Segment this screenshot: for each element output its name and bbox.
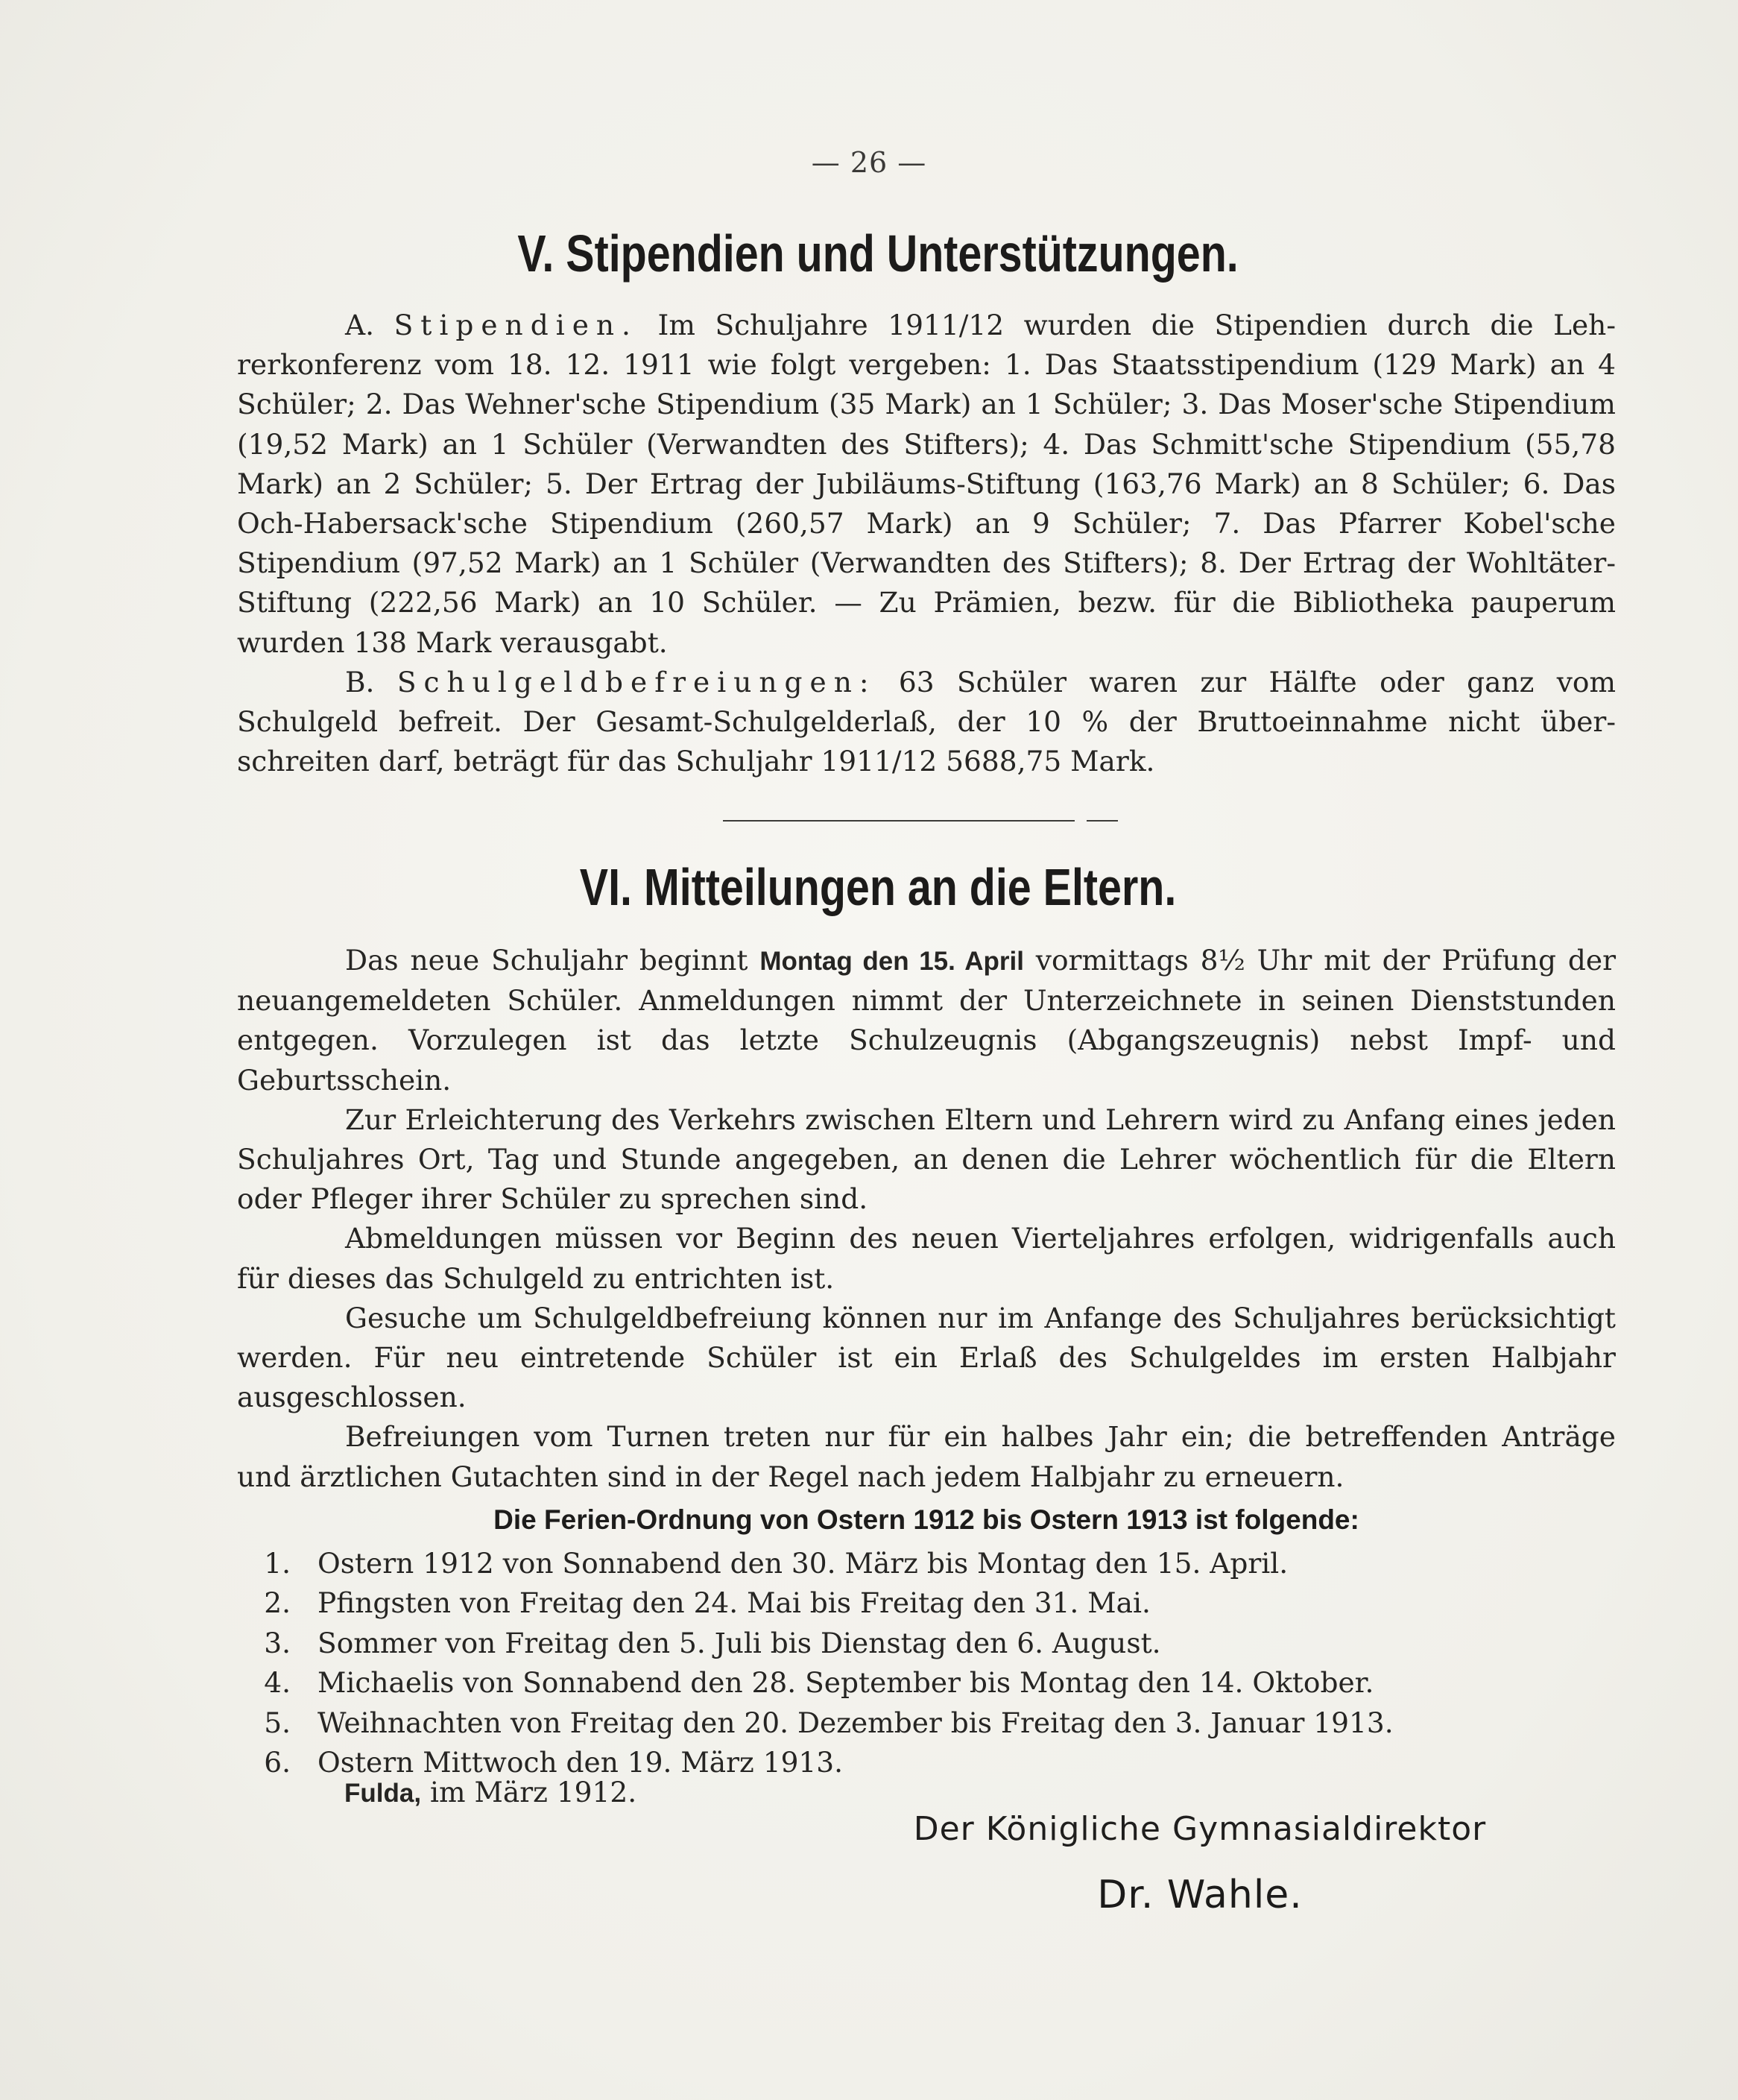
holiday-schedule-title: Die Ferien-Ordnung von Ostern 1912 bis Ostern 1913 ist folgende: bbox=[493, 1504, 1359, 1535]
holiday-item-number: 5. bbox=[264, 1706, 291, 1739]
section-vi-body bbox=[237, 941, 1616, 1497]
school-year-paragraph bbox=[237, 941, 1616, 1100]
section-v-body bbox=[237, 306, 1616, 781]
divider-line bbox=[723, 820, 1075, 822]
school-year-text-end: vormittags 8½ Uhr mit der Prüfung der neuangemeldeten Schüler. Anmeldungen nimmt der Unterzeichnete in seinen Dienststunden entgegen. Vorzulegen ist das letzte Schulzeugnis (Abgangszeugnis) nebst Impf- und Geburtsschein. bbox=[237, 944, 1617, 1097]
signature-title: Der Königliche Gymnasialdirektor bbox=[913, 1810, 1487, 1848]
holiday-item-text: Ostern Mittwoch den 19. März 1913. bbox=[317, 1746, 844, 1779]
holiday-item-text: Ostern 1912 von Sonnabend den 30. März bis Montag den 15. April. bbox=[317, 1547, 1289, 1580]
deregistration-paragraph: Abmeldungen müssen vor Beginn des neuen Vierteljahres erfolgen, widrigenfalls auch für dieses das Schulgeld zu entrichten ist. bbox=[237, 1222, 1616, 1295]
holiday-item-number: 1. bbox=[264, 1547, 291, 1580]
holiday-item-number: 6. bbox=[264, 1746, 291, 1779]
place-date-line bbox=[344, 1776, 636, 1809]
section-vi-title: VI. Mitteilungen an die Eltern. bbox=[579, 858, 1177, 916]
stipendien-label: A. bbox=[345, 309, 375, 341]
holiday-item bbox=[237, 1624, 1616, 1663]
schulgeldbefreiungen-text: 63 Schüler waren zur Hälfte oder ganz vom Schulgeld befreit. Der Gesamt-Schulgelderlaß, der 10 % der Bruttoeinnahme nicht überschreiten darf, beträgt für das Schuljahr 1911/12 5688,75 Mark. bbox=[237, 665, 1617, 778]
section-divider bbox=[723, 820, 1125, 822]
holiday-item-number: 2. bbox=[264, 1586, 291, 1620]
page-number: — 26 — bbox=[811, 146, 927, 179]
section-v-title: V. Stipendien und Unterstützungen. bbox=[517, 224, 1239, 283]
stipendien-heading: Stipendien. bbox=[394, 309, 638, 341]
holiday-item-text: Sommer von Freitag den 5. Juli bis Dienstag den 6. August. bbox=[317, 1626, 1161, 1659]
holiday-item-number: 4. bbox=[264, 1666, 291, 1700]
holiday-item-text: Weihnachten von Freitag den 20. Dezember bis Freitag den 3. Januar 1913. bbox=[317, 1706, 1394, 1739]
holiday-item bbox=[237, 1583, 1616, 1623]
schulgeldbefreiungen-paragraph bbox=[237, 663, 1616, 782]
fee-exemption-paragraph: Gesuche um Schulgeldbefreiung können nur im Anfange des Schuljahres berücksichtigt werden. Für neu eintretende Schüler ist ein Erlaß des Schulgeldes im ersten Halbjahr ausgeschlossen. bbox=[237, 1301, 1616, 1414]
divider-dash bbox=[1087, 820, 1118, 822]
date-text: im März 1912. bbox=[429, 1776, 637, 1809]
holiday-item bbox=[237, 1544, 1616, 1583]
holiday-item-text: Michaelis von Sonnabend den 28. September bis Montag den 14. Oktober. bbox=[317, 1666, 1374, 1700]
school-year-start-date: Montag den 15. April bbox=[759, 947, 1024, 976]
gym-exemption-paragraph: Befreiungen vom Turnen treten nur für ein halbes Jahr ein; die betreffenden Anträge und ärztlichen Gutachten sind in der Regel nach jedem Halbjahr zu erneuern. bbox=[237, 1420, 1616, 1493]
place-name: Fulda, bbox=[344, 1779, 422, 1808]
school-year-text-start: Das neue Schuljahr beginnt bbox=[345, 944, 748, 977]
consultation-paragraph: Zur Erleichterung des Verkehrs zwischen Eltern und Lehrern wird zu Anfang eines jeden Schuljahres Ort, Tag und Stunde angegeben, an denen die Lehrer wöchentlich für die Eltern oder Pfleger ihrer Schüler zu sprechen sind. bbox=[237, 1103, 1616, 1216]
schulgeldbefreiungen-label: B. bbox=[345, 665, 375, 699]
stipendien-text: Im Schuljahre 1911/12 wurden die Stipendien durch die Lehrerkonferenz vom 18. 12. 1911 wie folgt vergeben: 1. Das Staatsstipendium (129 Mark) an 4 Schüler; 2. Das Wehner'sche Stipendium (35 Mark) an 1 Schüler; 3. Das Moser'sche Stipendium (19,52 Mark) an 1 Schüler (Verwandten des Stifters); 4. Das Schmitt'sche Stipendium (55,78 Mark) an 2 Schüler; 5. Der Ertrag der Jubiläums-Stiftung (163,76 Mark) an 8 Schüler; 6. Das Och-Habersack'sche Stipendium (260,57 Mark) an 9 Schüler; 7. Das Pfarrer Kobel'sche Stipendium (97,52 Mark) an 1 Schüler (Verwandten des Stifters); 8. Der Ertrag der Wohltäter-Stiftung (222,56 Mark) an 10 Schüler. — Zu Prämien, bezw. für die Bibliotheka pauperum wurden 138 Mark verausgabt. bbox=[237, 309, 1617, 659]
stipendien-paragraph bbox=[237, 306, 1616, 663]
holiday-item-number: 3. bbox=[264, 1626, 291, 1659]
holiday-item bbox=[237, 1703, 1616, 1743]
signature-name: Dr. Wahle. bbox=[1097, 1873, 1303, 1917]
holiday-item-text: Pfingsten von Freitag den 24. Mai bis Freitag den 31. Mai. bbox=[317, 1586, 1151, 1620]
holiday-schedule-list bbox=[237, 1544, 1616, 1782]
schulgeldbefreiungen-heading: Schulgeldbefreiungen: bbox=[396, 665, 876, 699]
holiday-item bbox=[237, 1663, 1616, 1703]
